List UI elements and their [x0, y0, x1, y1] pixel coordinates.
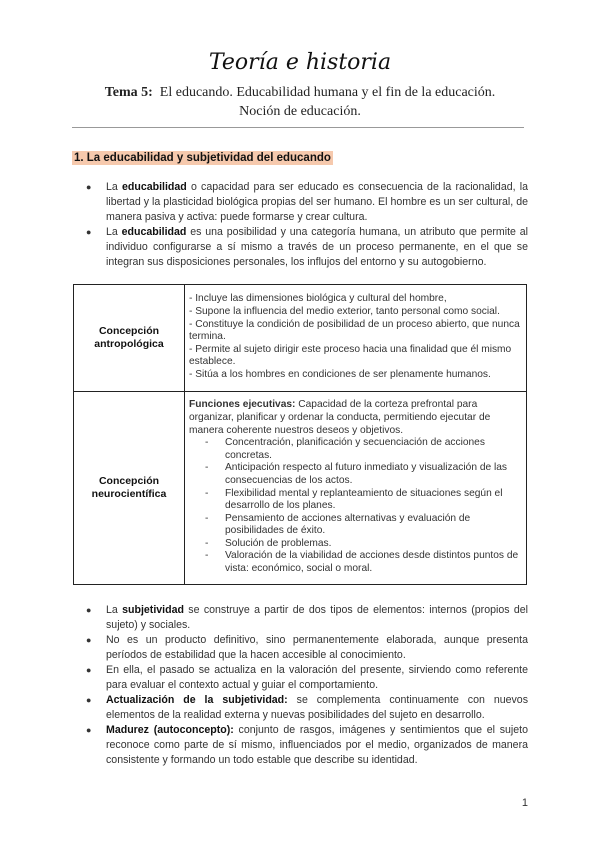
bullet-icon: ● [86, 182, 92, 192]
dash-icon: - [205, 550, 209, 562]
table-item: - Pensamiento de acciones alternativas y evaluación de posibilidades de éxito. [205, 512, 471, 537]
list-item: ● La subjetividad se construye a partir de dos tipos de elementos: internos (propios del sujeto) y sociales. [86, 604, 529, 631]
key-term: Madurez (autoconcepto): [106, 724, 234, 736]
table-item: - Incluye las dimensiones biológica y cultural del hombre, [189, 293, 447, 305]
table-item: - Valoración de la viabilidad de acciones desde distintos puntos de vista: económico, social o moral. [205, 550, 519, 575]
table-lead: Funciones ejecutivas: Capacidad de la corteza prefrontal para organizar, planificar y ordenar la conducta, permitiendo ejecutar de manera coherente nuestros deseos y objetivos. [189, 399, 491, 436]
list-item: ● En ella, el pasado se actualiza en la valoración del presente, sirviendo como referente para evaluar el contexto actual y guiar el comportamiento. [86, 664, 528, 691]
bullet-icon: ● [86, 227, 92, 237]
row-content-antropologica [185, 285, 527, 392]
concepts-table [73, 284, 527, 585]
dash-icon: - [205, 537, 209, 549]
section-heading: 1. La educabilidad y subjetividad del educando [74, 152, 331, 164]
horizontal-divider [72, 127, 524, 128]
table-item: - Anticipación respecto al futuro inmediato y visualización de las consecuencias de los actos. [205, 462, 508, 486]
table-item: - Solución de problemas. [205, 537, 332, 549]
row-content-neurocientifica [185, 392, 527, 585]
key-term: Actualización de la subjetividad: [106, 694, 288, 706]
row-label-antropologica: Concepción antropológica [74, 285, 185, 392]
table-item: - Permite al sujeto dirigir este proceso hacia una finalidad que él mismo establece. [189, 343, 512, 368]
list-item: ● La educabilidad o capacidad para ser educado es consecuencia de la racionalidad, la libertad y la plasticidad biológica propias del ser humano. El hombre es un ser cultural, de manera pasiva y activa: puede formarse y crear cultura. [86, 181, 528, 223]
list-item: ● No es un producto definitivo, sino permanentemente elaborada, aunque presenta períodos de estabilidad que la hacen accesible al conocimiento. [86, 634, 528, 661]
table-item: - Constituye la condición de posibilidad de un proceso abierto, que nunca termina. [189, 318, 520, 343]
key-term: Funciones ejecutivas: [189, 399, 296, 411]
bullet-icon: ● [86, 695, 92, 705]
bullet-icon: ● [86, 605, 92, 615]
intro-bullet-list [72, 180, 528, 270]
dash-icon: - [205, 437, 209, 449]
list-item: ● Actualización de la subjetividad: se complementa continuamente con nuevos elementos de la realidad externa y nuevas posibilidades del sujeto en desarrollo. [86, 694, 528, 721]
list-item: ● La educabilidad es una posibilidad y una categoría humana, un atributo que permite al individuo configurarse a sí mismo a través de un proceso permanente, en el que se integran sus disposiciones personales, los influjos del entorno y su autogobierno. [86, 226, 528, 268]
key-term: subjetividad [122, 604, 184, 616]
bullet-icon: ● [86, 725, 92, 735]
closing-bullet-list [72, 603, 528, 768]
key-term: educabilidad [121, 226, 187, 238]
table-row [74, 392, 527, 585]
dash-icon: - [205, 512, 209, 524]
document-title: Teoría e historia [208, 50, 392, 75]
dash-icon: - [205, 462, 209, 474]
page-number: 1 [521, 797, 528, 809]
list-item: ● Madurez (autoconcepto): conjunto de rasgos, imágenes y sentimientos que el sujeto reconoce como parte de sí mismo, influenciados por el medio, organizados de manera consistente y formando un todo estable que describe su identidad. [86, 724, 529, 766]
document-subtitle [0, 83, 600, 121]
key-term: educabilidad [122, 181, 187, 193]
table-item: - Sitúa a los hombres en condiciones de ser plenamente humanos. [189, 368, 491, 380]
table-row [74, 285, 527, 392]
subtitle-prefix: Tema 5: [104, 85, 153, 100]
row-label-neurocientifica: Concepción neurocientífica [74, 392, 185, 585]
table-item: - Supone la influencia del medio exterior, tanto personal como social. [189, 306, 500, 318]
subtitle-line-1: El educando. Educabilidad humana y el fin de la educación. [159, 85, 496, 100]
table-item: - Flexibilidad mental y replanteamiento de situaciones según el desarrollo de los planes. [205, 487, 503, 512]
dash-icon: - [205, 487, 209, 499]
table-item: - Concentración, planificación y secuenciación de acciones concretas. [205, 437, 485, 461]
bullet-icon: ● [86, 665, 92, 675]
subtitle-line-2: Noción de educación. [239, 104, 361, 119]
bullet-icon: ● [86, 635, 92, 645]
